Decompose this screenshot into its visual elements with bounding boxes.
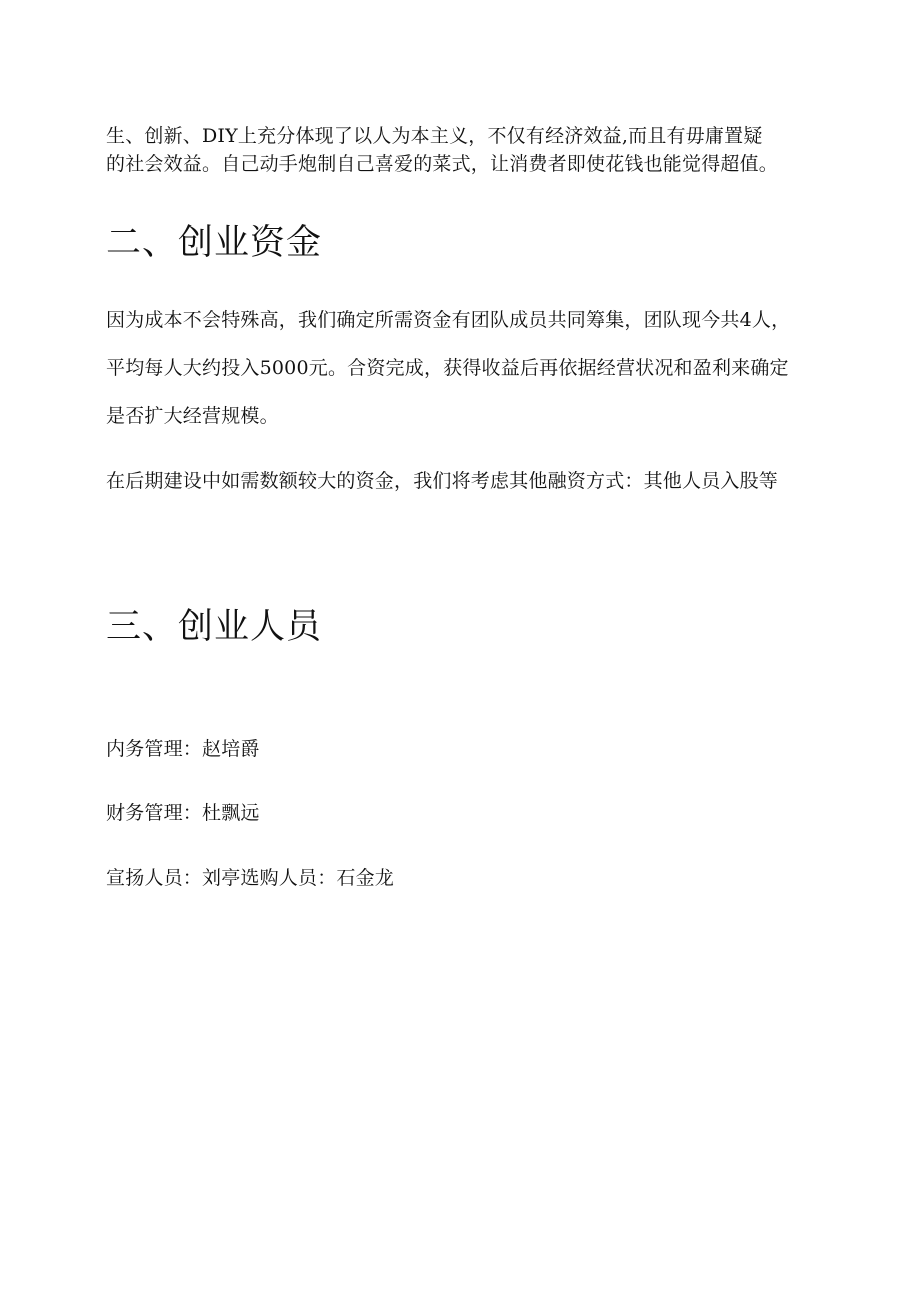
section-2-paragraph-1-line-2: 平均每人大约投入5000元。合资完成，获得收益后再依据经营状况和盈利来确定 [106,357,789,379]
section-2-paragraph-1-line-1: 因为成本不会特殊高，我们确定所需资金有团队成员共同筹集，团队现今共4人， [106,309,791,331]
intro-line-1: 生、创新、DIY上充分体现了以人为本主义，不仅有经济效益,而且有毋庸置疑 [106,125,763,147]
section-2-paragraph-1-line-3: 是否扩大经营规模。 [106,405,279,427]
staff-row-internal-management: 内务管理：赵培爵 [106,738,260,760]
section-3-heading: 三、创业人员 [106,607,323,647]
staff-row-finance-management: 财务管理：杜飘远 [106,802,260,824]
section-2-heading: 二、创业资金 [106,223,323,263]
section-2-paragraph-2: 在后期建设中如需数额较大的资金，我们将考虑其他融资方式：其他人员入股等 [106,470,779,492]
intro-line-2: 的社会效益。自己动手炮制自己喜爱的菜式，让消费者即使花钱也能觉得超值。 [106,153,779,175]
staff-row-promotion-purchasing: 宣扬人员：刘亭选购人员：石金龙 [106,867,395,889]
